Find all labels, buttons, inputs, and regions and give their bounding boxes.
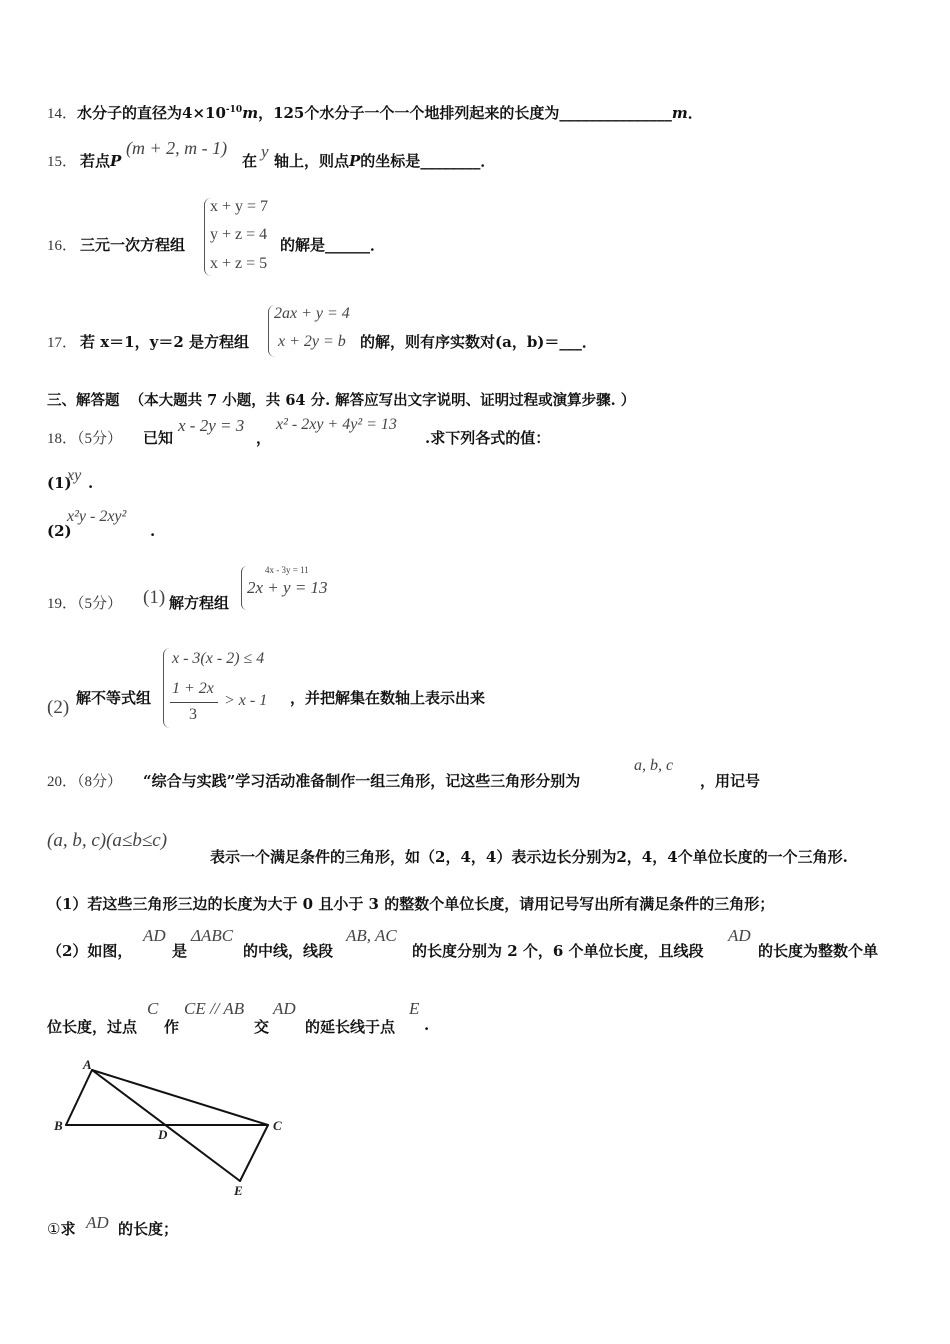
q20-line4-d: 的延长线于点 [305,1018,396,1036]
q16-number: 16． [47,238,78,254]
segment-ce [240,1125,268,1181]
q19-text-b: ，并把解集在数轴上表示出来 [290,689,486,707]
q18-condition-1: x - 2y = 3 [178,416,245,435]
q20-ad: AD [143,926,166,945]
q20-score: （8分） [77,774,123,790]
q17-text-a: 若 x＝1，y＝2 是方程组 [80,333,249,351]
q18-sub2-expr: x²y - 2xy² [67,508,127,525]
q17-label-b: 的解，则有序实数对(a，b)＝ [360,333,560,351]
q15-label-d: 的坐标是 [360,152,421,170]
label-e: E [234,1183,243,1198]
q18-sub2-end: . [150,522,156,540]
q15-label-a: 若点 [80,152,111,170]
q15-axis: y [261,142,269,161]
q15-coordinate: (m + 2, m - 1) [126,138,228,158]
q15-label-c: 轴上，则点 [274,152,350,170]
q14-unit: m [242,104,259,122]
q15-number: 15． [47,154,78,170]
q20-point-c: C [147,999,159,1018]
q19-ineq2-denominator: 3 [189,706,197,723]
q18-num: 18． [47,431,78,447]
q16-eq2: y + z = 4 [210,226,268,243]
q18-condition-2: x² - 2xy + 4y² = 13 [276,416,397,433]
q20-sub1-ad: AD [86,1213,109,1232]
q18-separator: ， [256,429,272,447]
q14-unit2: m [671,104,688,122]
q14-exponent: -10 [225,105,243,115]
q19-brace-2 [163,648,170,728]
q20-sub1 [47,1218,75,1239]
section-3-note: （本大题共 7 小题，共 64 分. 解答应写出文字说明、证明过程或演算步骤. ） [129,392,636,409]
section-3-title: 三、解答题 [47,392,120,409]
q18-sub2-label: (2) [47,522,72,540]
q16-answer-blank[interactable]: ______ [325,236,371,254]
q15-end: ． [480,152,496,170]
q17-eq2: x + 2y = b [278,333,346,350]
q17-answer-blank[interactable]: ___ [559,333,582,351]
q16-eq3: x + z = 5 [210,255,268,272]
section-3-heading [47,389,635,410]
q15-point-p2: P [349,152,361,170]
q20-part2-a: （2）如图， [47,942,133,960]
q20-line2: 表示一个满足条件的三角形，如（2，4，4）表示边长分别为2，4，4个单位长度的一个三角形. [210,848,848,866]
q14-text-a: 水分子的直径为 [77,104,183,122]
q17-number: 17． [47,335,78,351]
q19-eq1: 4x - 3y = 11 [265,565,309,575]
q18-sub1-label: (1) [47,474,72,492]
q17-eq1: 2ax + y = 4 [274,305,350,322]
segment-ac [92,1070,268,1125]
q20-line1-a: “综合与实践”学习活动准备制作一组三角形，记这些三角形分别为 [143,772,581,790]
q20-part2-d: 的长度分别为 2 个，6 个单位长度，且线段 [412,942,704,960]
label-b: B [54,1118,63,1133]
q20-line4-c: 交 [254,1018,270,1036]
q20-ad2: AD [728,926,751,945]
q19-ineq2-numerator: 1 + 2x [172,680,214,697]
q19-eq2: 2x + y = 13 [247,578,328,597]
label-d: D [158,1127,168,1142]
q14-text-b: ，125个水分子一个一个地排列起来的长度为 [258,104,560,122]
q19-score: （5分） [77,596,123,612]
q18-text-b: .求下列各式的值： [425,429,551,447]
q20-ce-parallel: CE // AB [184,999,245,1018]
q20-part1: （1）若这些三角形三边的长度为大于 0 且小于 3 的整数个单位长度，请用记号写出所有满足条件的三角形； [47,895,775,913]
q20-sub1-b: 的长度； [118,1220,179,1238]
q20-part2-e: 的长度为整数个单 [758,942,879,960]
q20-point-e: E [409,999,420,1018]
q20-sub1-circle: ① [47,1220,61,1238]
q20-ad3: AD [273,999,296,1018]
q20-sides: a, b, c [634,757,674,774]
q17-end: ． [581,333,597,351]
q18-number [47,427,122,448]
q19-part2-label: (2) [47,697,70,718]
q18-score: （5分） [77,431,123,447]
q15-answer-blank[interactable]: ________ [420,152,481,170]
q16-eq1: x + y = 7 [210,198,269,215]
q16-text-b [280,234,385,255]
q14-end: ． [687,104,703,122]
triangle-figure [50,1055,300,1205]
q14-number: 14． [47,106,78,122]
label-a: A [83,1057,92,1072]
q19-ineq2-rhs: > x - 1 [224,692,268,709]
q18-text-a: 已知 [143,429,174,447]
q20-line4-b: 作 [164,1018,180,1036]
q16-text-a: 三元一次方程组 [80,236,186,254]
q20-abac: AB, AC [346,926,397,945]
segment-ab [66,1070,92,1125]
q14-answer-blank[interactable]: _______________ [559,104,672,122]
q19-num: 19． [47,596,78,612]
q15-point-p: P [110,152,122,170]
q15-text-b: 在 [242,152,258,170]
q20-line4-e: . [424,1016,430,1034]
q14-value: 4×10 [182,104,226,122]
q15-text-a [80,150,121,171]
q19-part2-text: 解不等式组 [76,689,152,707]
q19-ineq1: x - 3(x - 2) ≤ 4 [172,650,265,667]
q20-part2-b: 是 [172,942,188,960]
q20-num: 20． [47,774,78,790]
q19-part1-text: 解方程组 [169,594,230,612]
q14-line [47,102,703,123]
q20-notation: (a, b, c)(a≤b≤c) [47,830,168,851]
q20-sub1-a: 求 [60,1220,76,1238]
q16-end: ． [370,236,386,254]
label-c: C [273,1118,282,1133]
q20-triangle: ΔABC [191,926,234,945]
q20-line4-a: 位长度，过点 [47,1018,138,1036]
q17-text-b [360,331,597,352]
q19-number [47,592,122,613]
q15-text-c [274,150,495,171]
q19-fraction-bar [170,702,218,703]
q20-line1-b: ，用记号 [700,772,761,790]
q18-sub1-expr: xy [67,467,82,484]
q19-part1-label: (1) [143,587,166,608]
q20-part2-c: 的中线，线段 [243,942,334,960]
q16-label-b: 的解是 [280,236,326,254]
q18-sub1-end: . [88,474,94,492]
q20-number [47,770,122,791]
